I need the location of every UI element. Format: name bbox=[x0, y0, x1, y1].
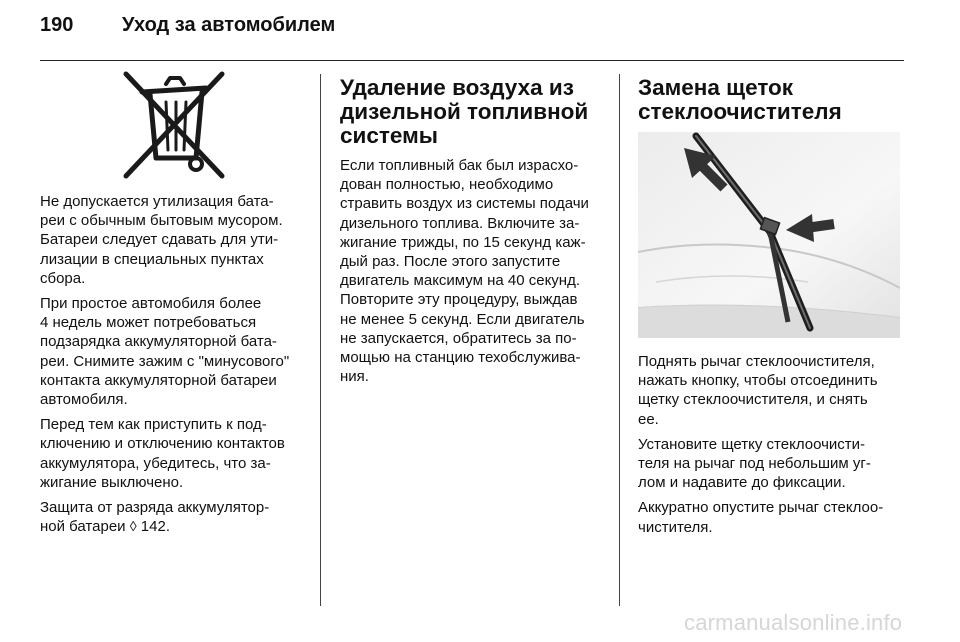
heading-line: стеклоочистителя bbox=[638, 99, 842, 124]
column-diesel bbox=[340, 70, 608, 392]
column-wiper bbox=[638, 70, 906, 543]
text-line: автомобиля. bbox=[40, 391, 128, 409]
text-line: стравить воздух из системы подачи bbox=[340, 195, 589, 213]
text-line: дизельного топлива. Включите за- bbox=[340, 214, 580, 232]
text-line: ной батареи bbox=[40, 518, 130, 536]
paragraph bbox=[638, 498, 906, 536]
text-line: аккумулятора, убедитесь, что за- bbox=[40, 454, 271, 472]
text-line: ключению и отключению контактов bbox=[40, 435, 285, 453]
text-line: Если топливный бак был израсхо- bbox=[340, 157, 579, 174]
text-line: лом и надавите до фиксации. bbox=[638, 474, 846, 492]
paragraph bbox=[40, 294, 308, 409]
text-line: ния. bbox=[340, 368, 369, 386]
watermark: carmanualsonline.info bbox=[684, 610, 903, 635]
text-line: контакта аккумуляторной батареи bbox=[40, 371, 277, 389]
text-line: дован полностью, необходимо bbox=[340, 176, 554, 194]
text-line: ее. bbox=[638, 410, 659, 428]
page-reference-link[interactable]: 142. bbox=[136, 518, 171, 536]
paragraph bbox=[638, 435, 906, 493]
text-line: сбора. bbox=[40, 269, 86, 287]
text-line: жигание трижды, по 15 секунд каж- bbox=[340, 233, 586, 251]
text-line: Установите щетку стеклоочисти- bbox=[638, 435, 866, 453]
page-reference-icon: ◊ bbox=[129, 518, 137, 535]
paragraph bbox=[638, 352, 906, 429]
paragraph bbox=[340, 156, 608, 386]
text-line: При простое автомобиля более bbox=[40, 295, 262, 313]
recycle-icon-wrap bbox=[40, 70, 308, 180]
text-line: дый раз. После этого запустите bbox=[340, 253, 561, 271]
running-head: Уход за автомобилем bbox=[122, 14, 336, 36]
text-line: не запускается, обратитесь за по- bbox=[340, 329, 577, 347]
paragraph-battery-reference bbox=[40, 498, 308, 536]
text-line: реи. Снимите зажим с "минусового" bbox=[40, 352, 290, 370]
text-line: чистителя. bbox=[638, 518, 713, 536]
column-divider-1 bbox=[320, 74, 321, 606]
text-line: мощью на станцию техобслужива- bbox=[340, 349, 581, 367]
paragraph bbox=[40, 415, 308, 492]
header-rule bbox=[40, 60, 904, 61]
text-line: Аккуратно опустите рычаг стеклоо- bbox=[638, 499, 884, 517]
text-line: Поднять рычаг стеклоочистителя, bbox=[638, 353, 875, 370]
text-line: подзарядка аккумуляторной бата- bbox=[40, 333, 277, 351]
column-battery bbox=[40, 70, 308, 542]
page-number: 190 bbox=[40, 14, 74, 36]
text-line: 4 недель может потребоваться bbox=[40, 314, 257, 332]
paragraph bbox=[40, 192, 308, 288]
heading-line: Удаление воздуха из bbox=[340, 75, 574, 100]
text-line: Батареи следует сдавать для ути- bbox=[40, 231, 279, 249]
text-line: лизации в специальных пунктах bbox=[40, 250, 264, 268]
section-heading-wiper-replacement bbox=[638, 76, 906, 124]
text-line: нажать кнопку, чтобы отсоединить bbox=[638, 372, 878, 390]
heading-line: системы bbox=[340, 123, 438, 148]
text-line: двигатель максимум на 40 секунд. bbox=[340, 272, 581, 290]
text-line: Защита от разряда аккумулятор- bbox=[40, 499, 270, 517]
column-divider-2 bbox=[619, 74, 620, 606]
crossed-out-wheelie-bin-icon bbox=[118, 70, 230, 180]
text-line: не менее 5 секунд. Если двигатель bbox=[340, 310, 585, 328]
heading-line: Замена щеток bbox=[638, 75, 794, 100]
text-line: жигание выключено. bbox=[40, 473, 184, 491]
text-line: щетку стеклоочистителя, и снять bbox=[638, 391, 868, 409]
wiper-blade-illustration bbox=[638, 132, 900, 338]
text-line: Не допускается утилизация бата- bbox=[40, 193, 274, 210]
text-line: Перед тем как приступить к под- bbox=[40, 416, 267, 434]
text-line: Повторите эту процедуру, выждав bbox=[340, 291, 578, 309]
heading-line: дизельной топливной bbox=[340, 99, 589, 124]
text-line: теля на рычаг под небольшим уг- bbox=[638, 455, 871, 473]
section-heading-diesel-bleeding bbox=[340, 76, 608, 148]
text-line: реи с обычным бытовым мусором. bbox=[40, 212, 283, 230]
